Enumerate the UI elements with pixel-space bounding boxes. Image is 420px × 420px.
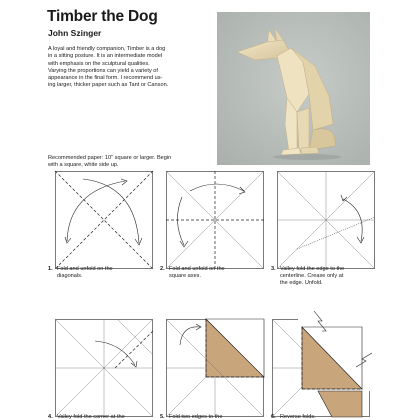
intro-paragraph [48,46,213,90]
step-6-diagram [272,319,370,417]
page-title: Timber the Dog [47,8,158,25]
intro-line: Varying the proportions can yield a variety of [48,67,158,74]
step-number: 6. [271,414,276,420]
step-text: Fold two edges to the [169,414,223,420]
step-number: 5. [160,414,165,420]
paper-note-line: Recommended paper: 10" square or larger. Begin [48,155,172,161]
step-text: Fold and unfold on the [57,266,113,272]
step-text: centerline. Crease only at [280,273,344,279]
step-number: 4. [48,414,53,420]
step-number: 3. [271,266,276,272]
paper-note-line: with a square, white side up. [48,162,119,169]
step-6-caption [271,414,371,420]
step-text: diagonals. [57,273,83,279]
step-5-diagram [166,319,264,417]
step-3-caption [271,266,371,287]
step-text: Valley fold the corner at the [57,414,125,420]
intro-line: appearance in the final form. I recommend us- [48,75,163,82]
step-4-caption [48,414,148,420]
step-5-caption [160,414,260,420]
author-name: John Szinger [48,28,102,38]
step-1-caption [48,266,148,280]
intro-line: with emphasis on the sculptural qualities. [48,60,150,67]
intro-line: A loyal and friendly companion, Timber is a dog [48,46,166,52]
intro-line: ing larger, thicker paper such as Tant or Canson. [48,82,169,89]
step-text: Reverse folds. [280,414,316,420]
step-text: the edge. Unfold. [280,280,323,286]
step-text: Fold and unfold on the [169,266,225,272]
origami-dog-photo [217,12,370,165]
model-photo [217,12,370,165]
paper-recommendation [48,155,218,170]
step-text: square axes. [169,273,202,279]
step-2-caption [160,266,260,280]
step-number: 1. [48,266,53,272]
step-2-diagram [166,171,264,269]
intro-line: in a sitting posture. It is an intermediate model [48,53,163,60]
step-1-diagram [55,171,153,269]
step-number: 2. [160,266,165,272]
step-3-diagram [277,171,375,269]
step-text: Valley fold the edge to the [280,266,345,272]
step-4-diagram [55,319,153,417]
